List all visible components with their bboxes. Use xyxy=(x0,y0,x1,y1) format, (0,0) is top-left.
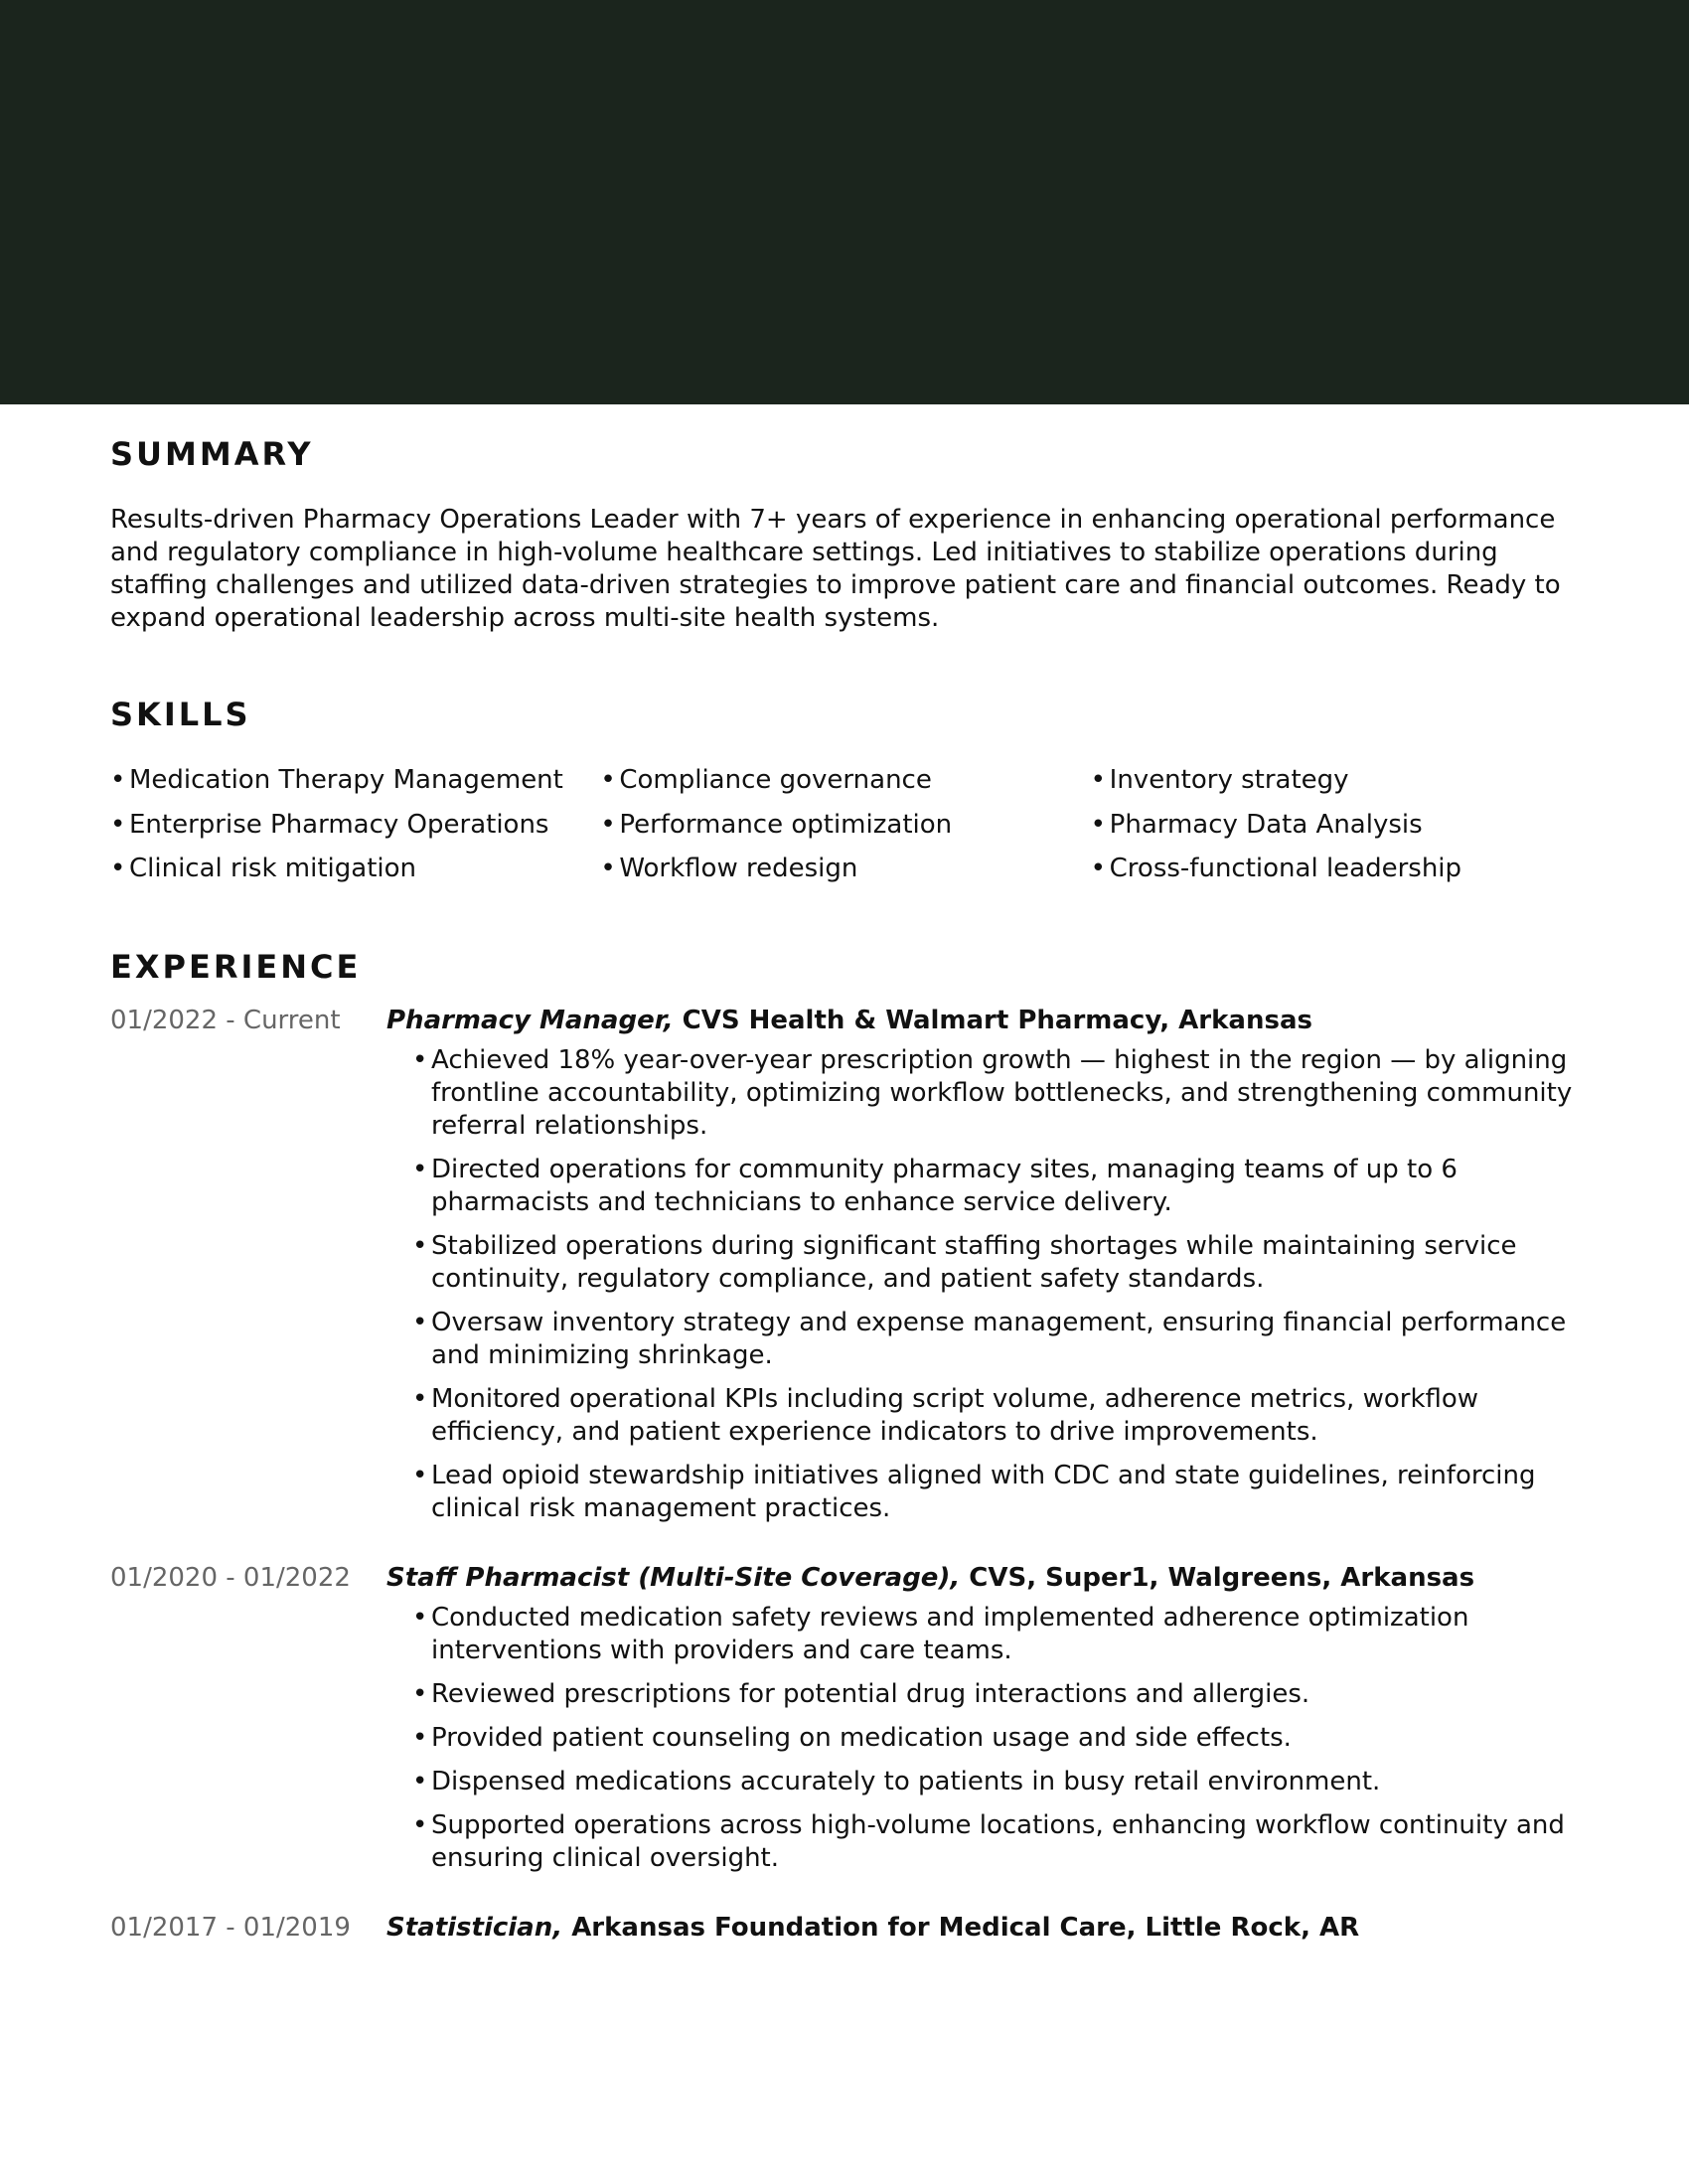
job-bullet: • Conducted medication safety reviews and implemented adherence optimization interventions with providers and care teams. xyxy=(412,1602,1469,1665)
job-body xyxy=(386,1001,1599,1536)
job-role: Pharmacy Manager, xyxy=(386,1005,674,1035)
skill-item: • Cross-functional leadership xyxy=(1090,854,1462,883)
job-bullet: • Directed operations for community pharmacy sites, managing teams of up to 6 pharmacists and technicians to enhance service delivery. xyxy=(412,1154,1458,1217)
job-entry xyxy=(110,1908,1581,1948)
skills-heading: SKILLS xyxy=(110,696,251,733)
skill-item: • Inventory strategy xyxy=(1090,765,1349,795)
job-body xyxy=(386,1558,1599,1886)
job-bullets xyxy=(412,1602,1599,1875)
job-bullet: • Supported operations across high-volume locations, enhancing workflow continuity and ensuring clinical oversight. xyxy=(412,1809,1565,1873)
skill-item: • Performance optimization xyxy=(600,809,953,840)
job-employer: CVS, Super1, Walgreens, Arkansas xyxy=(969,1562,1475,1593)
skill-item: • Enterprise Pharmacy Operations xyxy=(110,809,549,840)
skills-grid xyxy=(110,758,1581,891)
skill-item: • Clinical risk mitigation xyxy=(110,854,417,883)
job-employer: CVS Health & Walmart Pharmacy, Arkansas xyxy=(682,1005,1312,1035)
skills-column xyxy=(600,758,1090,891)
job-dates: 01/2017 - 01/2019 xyxy=(110,1912,351,1943)
skill-item: • Compliance governance xyxy=(600,765,932,795)
job-dates: 01/2022 - Current xyxy=(110,1005,341,1035)
skills-column xyxy=(110,758,600,891)
skill-item: • Workflow redesign xyxy=(600,854,858,883)
job-employer: Arkansas Foundation for Medical Care, Little Rock, AR xyxy=(571,1912,1360,1943)
job-bullet: • Reviewed prescriptions for potential drug interactions and allergies. xyxy=(412,1678,1310,1709)
job-title-line xyxy=(386,1558,1599,1598)
job-dates: 01/2020 - 01/2022 xyxy=(110,1562,351,1593)
job-bullet: • Provided patient counseling on medication usage and side effects. xyxy=(412,1722,1292,1753)
job-bullet: • Dispensed medications accurately to patients in busy retail environment. xyxy=(412,1766,1381,1796)
skill-item: • Pharmacy Data Analysis xyxy=(1090,809,1423,840)
summary-heading: SUMMARY xyxy=(110,435,314,473)
skill-item: • Medication Therapy Management xyxy=(110,765,563,795)
header-band xyxy=(0,0,1689,404)
job-body xyxy=(386,1908,1581,1948)
job-bullet: • Oversaw inventory strategy and expense management, ensuring financial performance and minimizing shrinkage. xyxy=(412,1307,1567,1370)
job-entry xyxy=(110,1558,1581,1886)
job-entry xyxy=(110,1001,1581,1536)
resume-content xyxy=(110,434,1581,1948)
job-bullets xyxy=(412,1044,1599,1525)
job-title-line xyxy=(386,1001,1599,1040)
experience-heading: EXPERIENCE xyxy=(110,947,362,986)
skills-column xyxy=(1091,758,1581,891)
job-bullet: • Monitored operational KPIs including script volume, adherence metrics, workflow efficiency, and patient experience indicators to drive improvements. xyxy=(412,1383,1479,1447)
job-role: Statistician, xyxy=(386,1912,563,1943)
job-bullet: • Stabilized operations during significant staffing shortages while maintaining service continuity, regulatory compliance, and patient safety standards. xyxy=(412,1230,1517,1294)
job-role: Staff Pharmacist (Multi-Site Coverage), xyxy=(386,1562,961,1593)
job-bullet: • Lead opioid stewardship initiatives aligned with CDC and state guidelines, reinforcing clinical risk management practices. xyxy=(412,1460,1536,1523)
job-bullet: • Achieved 18% year-over-year prescription growth — highest in the region — by aligning frontline accountability, optimizing workflow bottlenecks, and strengthening community referral relationships. xyxy=(412,1044,1573,1141)
job-title-line xyxy=(386,1908,1581,1948)
summary-text: Results-driven Pharmacy Operations Leader with 7+ years of experience in enhancing operational performance and regulatory compliance in high-volume healthcare settings. Led initiatives to stabilize operations during staffing challenges and utilized data-driven strategies to improve patient care and financial outcomes. Ready to expand operational leadership across multi-site health systems. xyxy=(110,505,1561,633)
